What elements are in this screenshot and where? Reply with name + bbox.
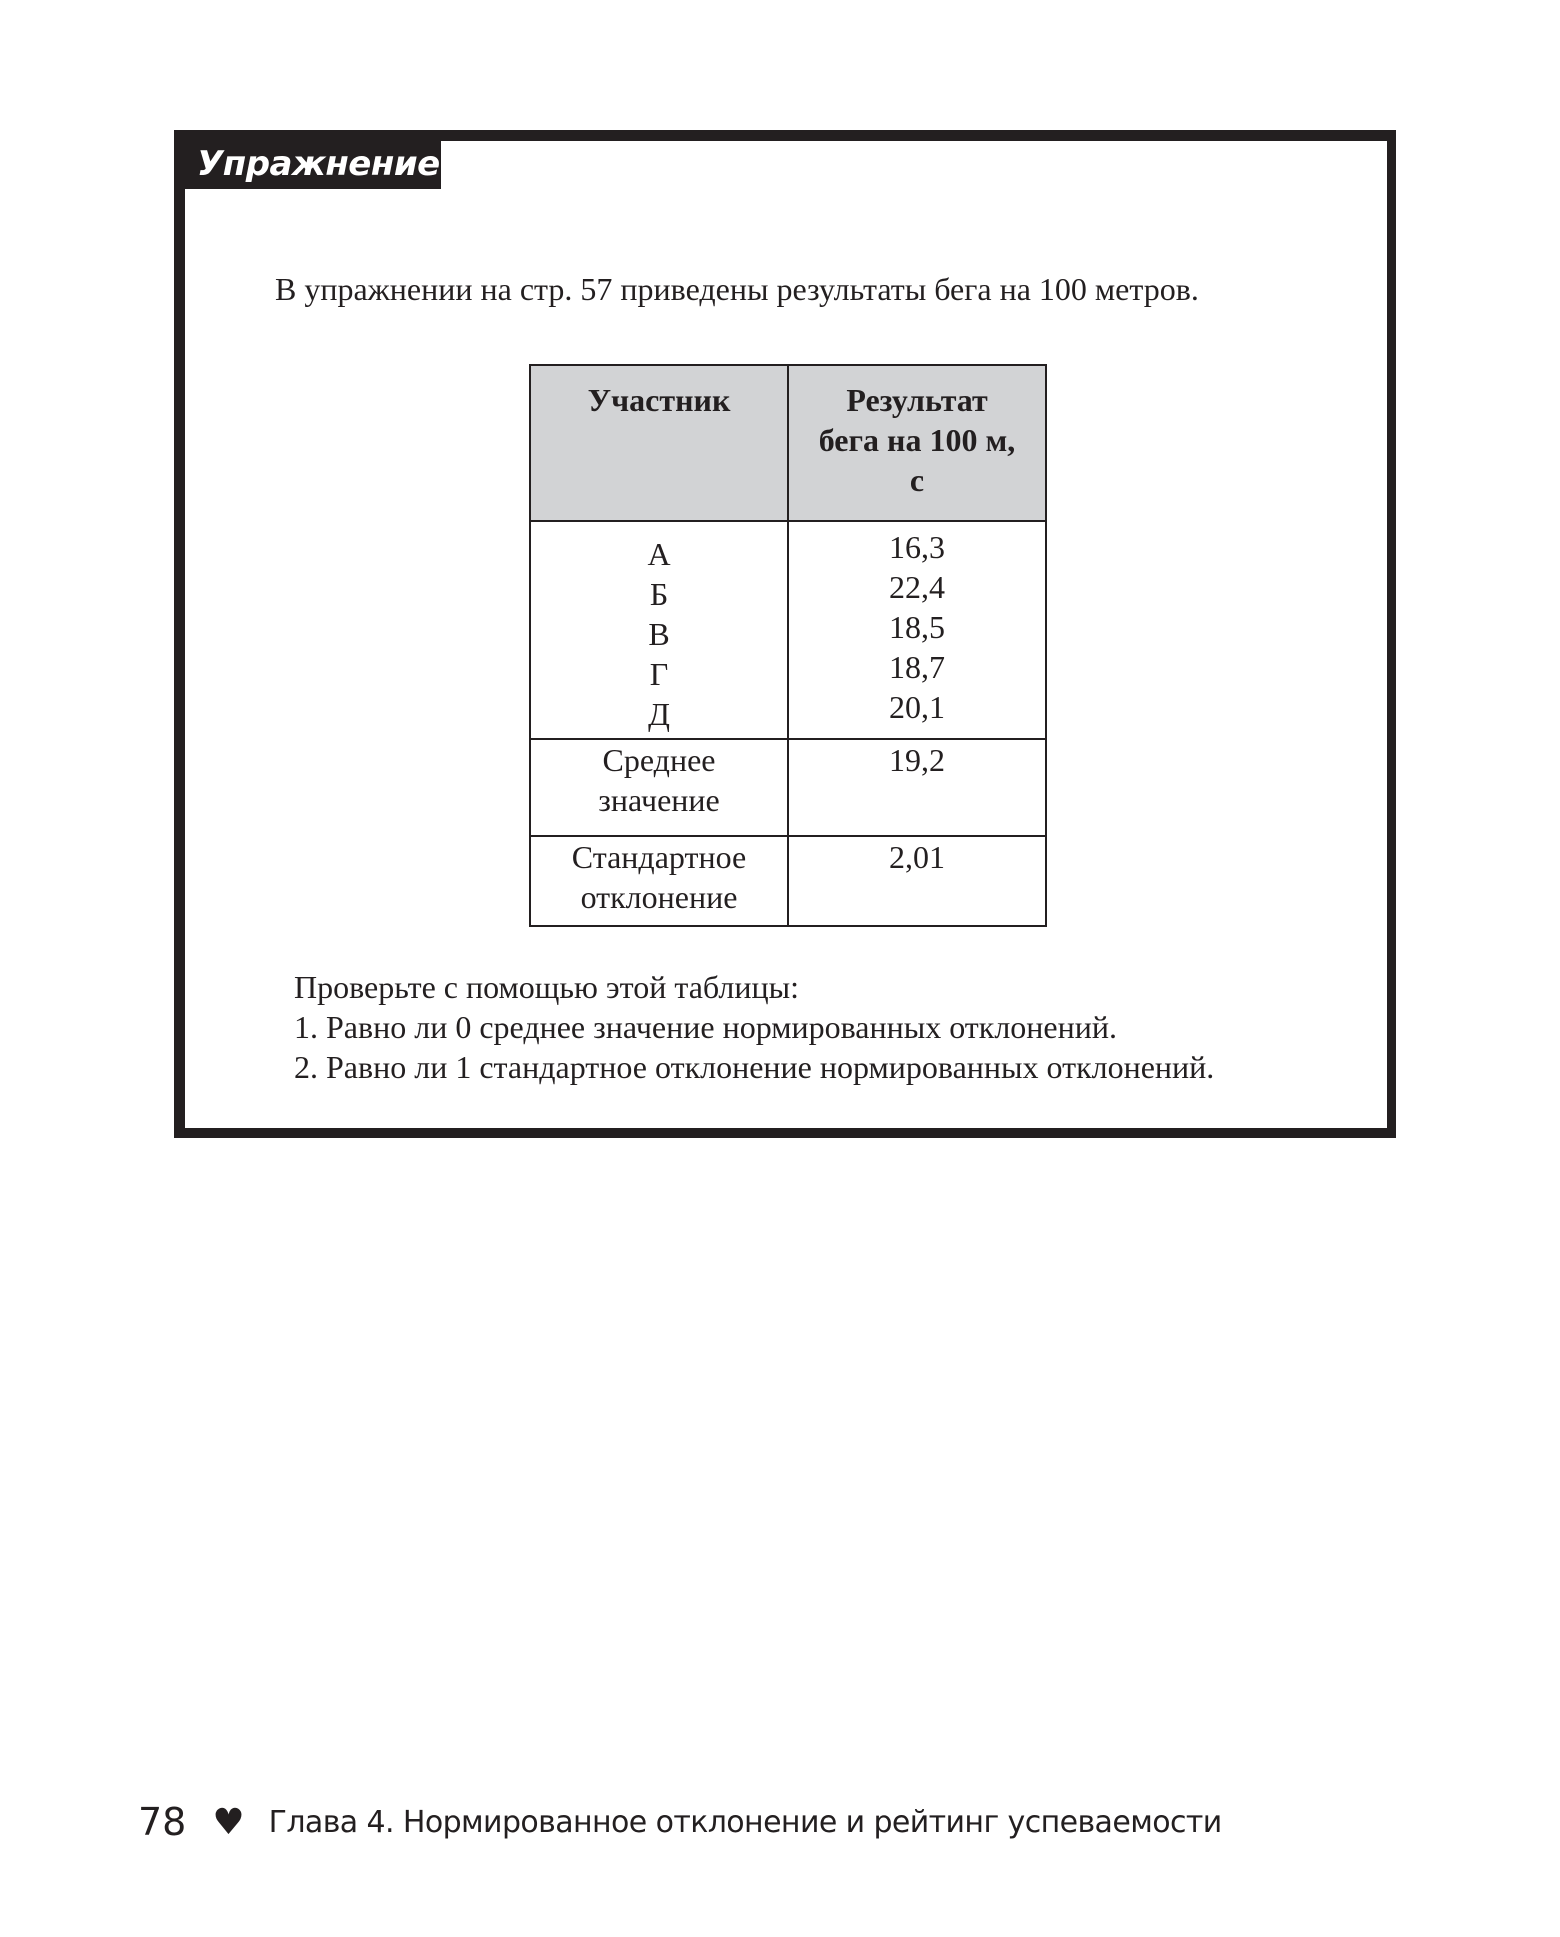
header-participant-label: Участник — [587, 382, 731, 418]
check-lead: Проверьте с помощью этой таблицы: — [294, 969, 799, 1005]
header-result-line: бега на 100 м, — [818, 422, 1016, 458]
header-result-line: Результат — [846, 382, 988, 418]
header-participant — [530, 365, 788, 521]
participant-name: В — [648, 616, 670, 652]
mean-label-line: значение — [598, 782, 720, 818]
check-item: 1. Равно ли 0 среднее значение нормированных отклонений. — [294, 1009, 1117, 1045]
table-row-participants — [530, 521, 1046, 739]
participants-cell — [530, 521, 788, 739]
exercise-box — [174, 130, 1396, 1138]
page-number: 78 — [138, 1800, 187, 1844]
std-dev-label-cell — [530, 836, 788, 926]
participant-name: Б — [649, 576, 669, 612]
results-table — [529, 364, 1047, 927]
results-cell — [788, 521, 1046, 739]
mean-label-cell — [530, 739, 788, 836]
check-instructions — [294, 967, 1214, 1087]
participant-name: Г — [649, 656, 669, 692]
check-item: 2. Равно ли 1 стандартное отклонение нормированных отклонений. — [294, 1049, 1215, 1085]
exercise-intro: В упражнении на стр. 57 приведены результаты бега на 100 метров. — [275, 271, 1199, 307]
page-footer — [138, 1797, 1222, 1847]
participant-name: Д — [648, 696, 670, 732]
participant-result: 18,5 — [889, 609, 945, 645]
table-row-std-dev — [530, 836, 1046, 926]
table-header-row — [530, 365, 1046, 521]
mean-value: 19,2 — [889, 742, 945, 778]
participant-result: 16,3 — [889, 529, 945, 565]
mean-label-line: Среднее — [602, 742, 716, 778]
std-dev-value: 2,01 — [889, 839, 945, 875]
participant-name: А — [647, 536, 671, 572]
mean-value-cell — [788, 739, 1046, 836]
header-result — [788, 365, 1046, 521]
chapter-title: Глава 4. Нормированное отклонение и рейтинг успеваемости — [268, 1804, 1222, 1840]
exercise-tab-label: Упражнение — [185, 141, 441, 189]
std-dev-label-line: Стандартное — [571, 839, 747, 875]
participant-result: 22,4 — [889, 569, 945, 605]
heart-icon: ♥ — [212, 1801, 245, 1843]
table-row-mean — [530, 739, 1046, 836]
participant-result: 18,7 — [889, 649, 945, 685]
std-dev-value-cell — [788, 836, 1046, 926]
header-result-line: с — [909, 462, 925, 498]
std-dev-label-line: отклонение — [580, 879, 738, 915]
participant-result: 20,1 — [889, 689, 945, 725]
